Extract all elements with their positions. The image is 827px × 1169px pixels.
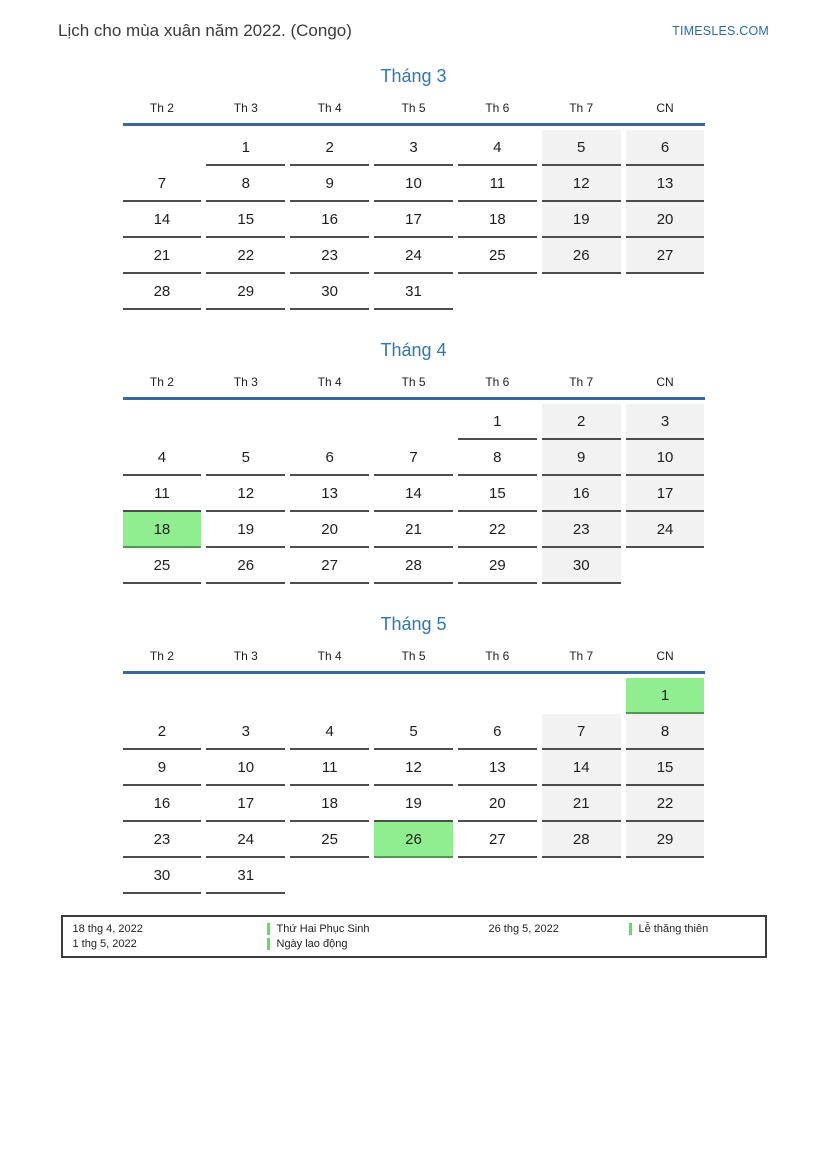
day-cell: 25 [123,548,202,584]
legend-date [487,937,629,951]
weekend-day-cell: 3 [626,404,705,440]
empty-cell [374,858,453,894]
weekend-day-cell: 19 [542,202,621,238]
day-cell: 21 [123,238,202,274]
weekend-day-cell: 27 [626,238,705,274]
empty-cell [542,274,621,310]
weekend-day-cell: 6 [626,130,705,166]
empty-cell [206,404,285,440]
week-row [123,750,705,786]
day-cell: 13 [458,750,537,786]
month-2 [123,340,705,584]
day-cell: 28 [374,548,453,584]
day-cell: 1 [206,130,285,166]
day-cell: 12 [206,476,285,512]
day-cell: 31 [206,858,285,894]
empty-cell [123,404,202,440]
empty-cell [374,404,453,440]
week-row [123,166,705,202]
day-cell: 29 [206,274,285,310]
empty-cell [626,858,705,894]
weekend-day-cell: 5 [542,130,621,166]
holiday-day-cell: 26 [374,822,453,858]
weekday-header-row [123,649,705,663]
weekday-label: Th 2 [149,101,174,115]
day-cell: 3 [206,714,285,750]
weekday-label: Th 3 [233,101,258,115]
day-cell: 6 [290,440,369,476]
legend-entry [267,937,487,951]
holiday-day-cell: 18 [123,512,202,548]
holiday-marker-icon [267,923,270,935]
day-cell: 17 [206,786,285,822]
weekday-label: Th 2 [149,375,174,389]
week-row [123,714,705,750]
empty-cell [458,274,537,310]
legend-entry [267,922,487,936]
weekday-label: Th 2 [149,649,174,663]
week-row [123,238,705,274]
empty-cell [542,858,621,894]
weekend-day-cell: 23 [542,512,621,548]
day-cell: 7 [123,166,202,202]
month-title: Tháng 5 [380,614,447,634]
weekday-label: Th 3 [233,649,258,663]
day-cell: 25 [458,238,537,274]
day-cell: 28 [123,274,202,310]
week-row [123,476,705,512]
day-cell: 6 [458,714,537,750]
weekday-label: CN [656,375,674,389]
week-row [123,678,705,714]
weekend-day-cell: 21 [542,786,621,822]
week-row [123,130,705,166]
week-row [123,512,705,548]
holiday-day-cell: 1 [626,678,705,714]
legend-label: Thứ Hai Phục Sinh [276,923,370,935]
legend-date: 26 thg 5, 2022 [488,923,559,935]
weekend-day-cell: 16 [542,476,621,512]
day-cell: 11 [290,750,369,786]
empty-cell [458,858,537,894]
day-cell: 19 [206,512,285,548]
day-cell: 4 [290,714,369,750]
day-cell: 22 [458,512,537,548]
weekend-day-cell: 12 [542,166,621,202]
weekday-label: CN [656,649,674,663]
day-cell: 5 [374,714,453,750]
header-divider [123,397,705,400]
day-cell: 8 [206,166,285,202]
legend-date: 18 thg 4, 2022 [72,923,143,935]
day-cell: 24 [206,822,285,858]
day-cell: 4 [458,130,537,166]
weekend-day-cell: 30 [542,548,621,584]
empty-cell [290,678,369,714]
legend-label: Lễ thăng thiên [638,923,709,935]
week-row [123,858,705,894]
legend-label: Ngày lao động [276,938,348,950]
week-row [123,202,705,238]
month-title: Tháng 3 [380,66,447,86]
day-cell: 15 [458,476,537,512]
day-cell: 16 [290,202,369,238]
weekday-label: CN [656,101,674,115]
legend-date: 1 thg 5, 2022 [72,938,137,950]
weekday-label: Th 7 [569,101,594,115]
weekday-label: Th 4 [317,649,342,663]
weekend-day-cell: 20 [626,202,705,238]
day-cell: 13 [290,476,369,512]
day-cell: 17 [374,202,453,238]
week-row [123,822,705,858]
day-cell: 23 [123,822,202,858]
week-row [123,786,705,822]
day-cell: 16 [123,786,202,822]
empty-cell [626,274,705,310]
holiday-marker-icon [267,938,270,950]
weekday-header-row [123,101,705,115]
day-cell: 25 [290,822,369,858]
day-cell: 9 [290,166,369,202]
weekend-day-cell: 8 [626,714,705,750]
day-cell: 24 [374,238,453,274]
day-cell: 26 [206,548,285,584]
weekday-label: Th 6 [485,375,510,389]
week-row [123,274,705,310]
day-cell: 1 [458,404,537,440]
weekend-day-cell: 22 [626,786,705,822]
day-cell: 11 [123,476,202,512]
day-cell: 14 [374,476,453,512]
header-divider [123,671,705,674]
day-cell: 21 [374,512,453,548]
day-cell: 7 [374,440,453,476]
day-cell: 11 [458,166,537,202]
weekday-label: Th 5 [401,375,426,389]
empty-cell [374,678,453,714]
day-cell: 27 [458,822,537,858]
day-cell: 30 [290,274,369,310]
day-cell: 22 [206,238,285,274]
legend-entry [629,937,757,951]
header-divider [123,123,705,126]
day-cell: 14 [123,202,202,238]
day-cell: 20 [290,512,369,548]
week-row [123,440,705,476]
weekday-label: Th 3 [233,375,258,389]
empty-cell [542,678,621,714]
weekend-day-cell: 7 [542,714,621,750]
day-cell: 3 [374,130,453,166]
day-cell: 31 [374,274,453,310]
weekday-label: Th 4 [317,101,342,115]
month-title: Tháng 4 [380,340,447,360]
holiday-marker-icon [629,923,632,935]
site-link[interactable]: TIMESLES.COM [672,24,769,38]
empty-cell [123,678,202,714]
holiday-legend [61,915,767,958]
weekday-label: Th 7 [569,375,594,389]
weekend-day-cell: 10 [626,440,705,476]
weekday-label: Th 7 [569,649,594,663]
weekend-day-cell: 28 [542,822,621,858]
day-cell: 19 [374,786,453,822]
empty-cell [458,678,537,714]
day-cell: 10 [206,750,285,786]
day-cell: 27 [290,548,369,584]
weekday-header-row [123,375,705,389]
weekend-day-cell: 24 [626,512,705,548]
weekday-label: Th 5 [401,649,426,663]
day-cell: 2 [123,714,202,750]
week-row [123,404,705,440]
day-cell: 20 [458,786,537,822]
months-container [123,66,705,894]
weekend-day-cell: 13 [626,166,705,202]
weekend-day-cell: 9 [542,440,621,476]
empty-cell [206,678,285,714]
weekend-day-cell: 14 [542,750,621,786]
day-cell: 2 [290,130,369,166]
day-cell: 29 [458,548,537,584]
day-cell: 4 [123,440,202,476]
weekend-day-cell: 17 [626,476,705,512]
legend-entry [629,922,757,936]
day-cell: 9 [123,750,202,786]
page-header [0,0,827,41]
day-cell: 18 [458,202,537,238]
weekend-day-cell: 26 [542,238,621,274]
day-cell: 30 [123,858,202,894]
month-3 [123,614,705,894]
week-row [123,548,705,584]
day-cell: 23 [290,238,369,274]
day-cell: 12 [374,750,453,786]
weekday-label: Th 5 [401,101,426,115]
weekend-day-cell: 15 [626,750,705,786]
day-cell: 5 [206,440,285,476]
empty-cell [290,404,369,440]
empty-cell [626,548,705,584]
empty-cell [123,130,202,166]
weekday-label: Th 4 [317,375,342,389]
weekend-day-cell: 2 [542,404,621,440]
day-cell: 15 [206,202,285,238]
day-cell: 18 [290,786,369,822]
weekday-label: Th 6 [485,101,510,115]
weekend-day-cell: 29 [626,822,705,858]
empty-cell [290,858,369,894]
page-title: Lịch cho mùa xuân năm 2022. (Congo) [58,21,352,40]
day-cell: 10 [374,166,453,202]
day-cell: 8 [458,440,537,476]
month-1 [123,66,705,310]
weekday-label: Th 6 [485,649,510,663]
